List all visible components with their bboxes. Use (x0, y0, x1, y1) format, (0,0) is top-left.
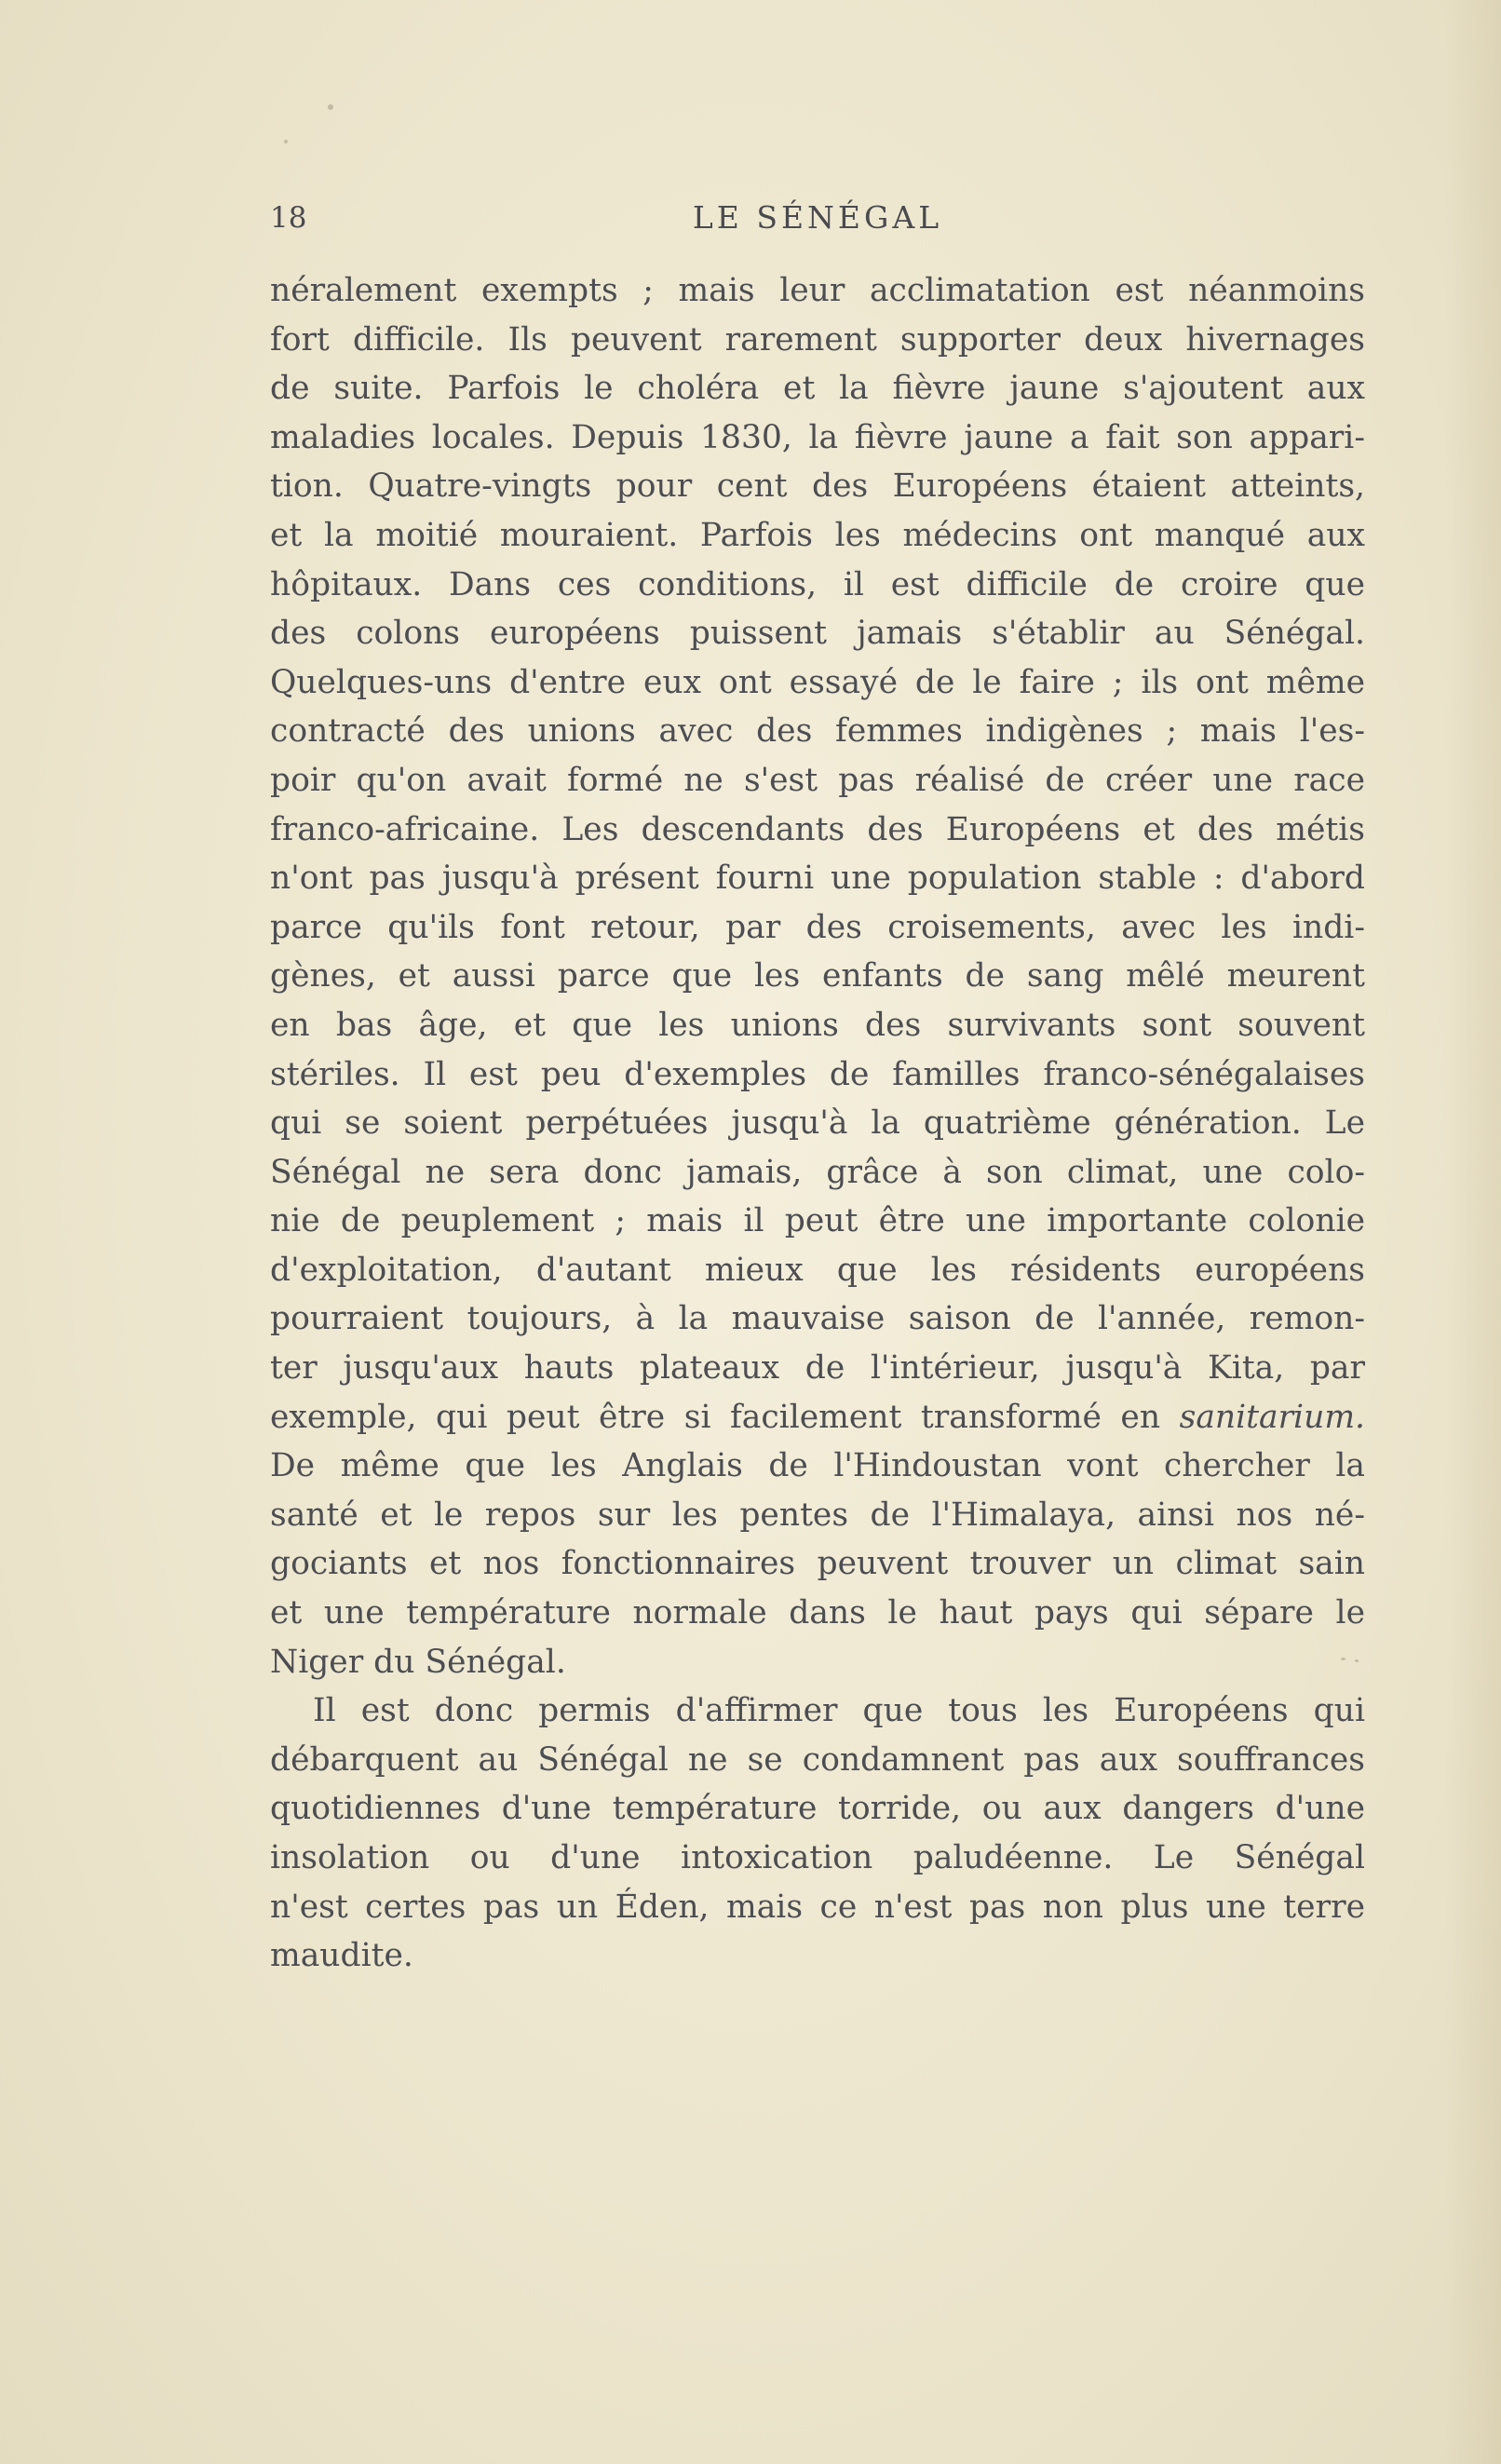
text-line: qui se soient perpétuées jusqu'à la quatrième génération. Le (270, 1104, 1365, 1143)
text-line-sanitarium (270, 1393, 1365, 1442)
text-line: Niger du Sénégal. (270, 1643, 566, 1681)
text-line: parce qu'ils font retour, par des croisements, avec les indi- (270, 908, 1365, 946)
text-line: Sénégal ne sera donc jamais, grâce à son climat, une colo- (270, 1153, 1365, 1191)
text-line: De même que les Anglais de l'Hindoustan vont chercher la (270, 1447, 1365, 1485)
text-line: et la moitié mouraient. Parfois les médecins ont manqué aux (270, 516, 1365, 554)
text-line: maladies locales. Depuis 1830, la fièvre jaune a fait son appari- (270, 418, 1365, 456)
text-line: tion. Quatre-vingts pour cent des Européens étaient atteints, (270, 467, 1365, 506)
text-line: et une température normale dans le haut pays qui sépare le (270, 1594, 1365, 1632)
italic-term: sanitarium. (1179, 1398, 1365, 1436)
text-line: contracté des unions avec des femmes indigènes ; mais l'es- (270, 712, 1365, 751)
text-line: d'exploitation, d'autant mieux que les résidents européens (270, 1251, 1365, 1289)
text-line: néralement exempts ; mais leur acclimatation est néanmoins (270, 272, 1365, 309)
text-line: en bas âge, et que les unions des survivants sont souvent (270, 1006, 1365, 1044)
text-line: quotidiennes d'une température torride, ou aux dangers d'une (270, 1790, 1365, 1828)
text-line: maudite. (270, 1937, 413, 1975)
text-line: Quelques-uns d'entre eux ont essayé de le faire ; ils ont même (270, 663, 1365, 701)
paragraph-1 (270, 266, 1365, 1686)
text-line: santé et le repos sur les pentes de l'Himalaya, ainsi nos né- (270, 1496, 1365, 1534)
running-title: LE SÉNÉGAL (692, 199, 943, 236)
text-line: pourraient toujours, à la mauvaise saison de l'année, remon- (270, 1300, 1365, 1338)
page-number: 18 (270, 201, 307, 235)
text-line: gènes, et aussi parce que les enfants de sang mêlé meurent (270, 957, 1365, 995)
text-fragment: exemple, qui peut être si facilement transformé en (270, 1398, 1180, 1436)
text-line: ter jusqu'aux hauts plateaux de l'intérieur, jusqu'à Kita, par (270, 1349, 1365, 1388)
text-line: stériles. Il est peu d'exemples de familles franco-sénégalaises (270, 1055, 1365, 1093)
text-line: fort difficile. Ils peuvent rarement supporter deux hivernages (270, 320, 1365, 359)
body-text (270, 266, 1365, 1981)
running-head (270, 196, 1365, 242)
text-line: de suite. Parfois le choléra et la fièvre jaune s'ajoutent aux (270, 370, 1365, 408)
text-line: franco-africaine. Les descendants des Européens et des métis (270, 810, 1365, 848)
text-line: débarquent au Sénégal ne se condamnent pas aux souffrances (270, 1740, 1365, 1779)
text-line: n'ont pas jusqu'à présent fourni une population stable : d'abord (270, 860, 1365, 898)
text-line: des colons européens puissent jamais s'établir au Sénégal. (270, 615, 1365, 653)
text-line: insolation ou d'une intoxication paludéenne. Le Sénégal (270, 1839, 1365, 1876)
text-line: hôpitaux. Dans ces conditions, il est difficile de croire que (270, 565, 1365, 603)
text-line: n'est certes pas un Éden, mais ce n'est pas non plus une terre (270, 1888, 1365, 1926)
text-line: nie de peuplement ; mais il peut être une importante colonie (270, 1202, 1365, 1240)
paragraph-2 (270, 1686, 1365, 1981)
text-line: gociants et nos fonctionnaires peuvent trouver un climat sain (270, 1545, 1365, 1583)
text-line: poir qu'on avait formé ne s'est pas réalisé de créer une race (270, 761, 1365, 799)
text-line: Il est donc permis d'affirmer que tous les Européens qui (313, 1692, 1365, 1730)
